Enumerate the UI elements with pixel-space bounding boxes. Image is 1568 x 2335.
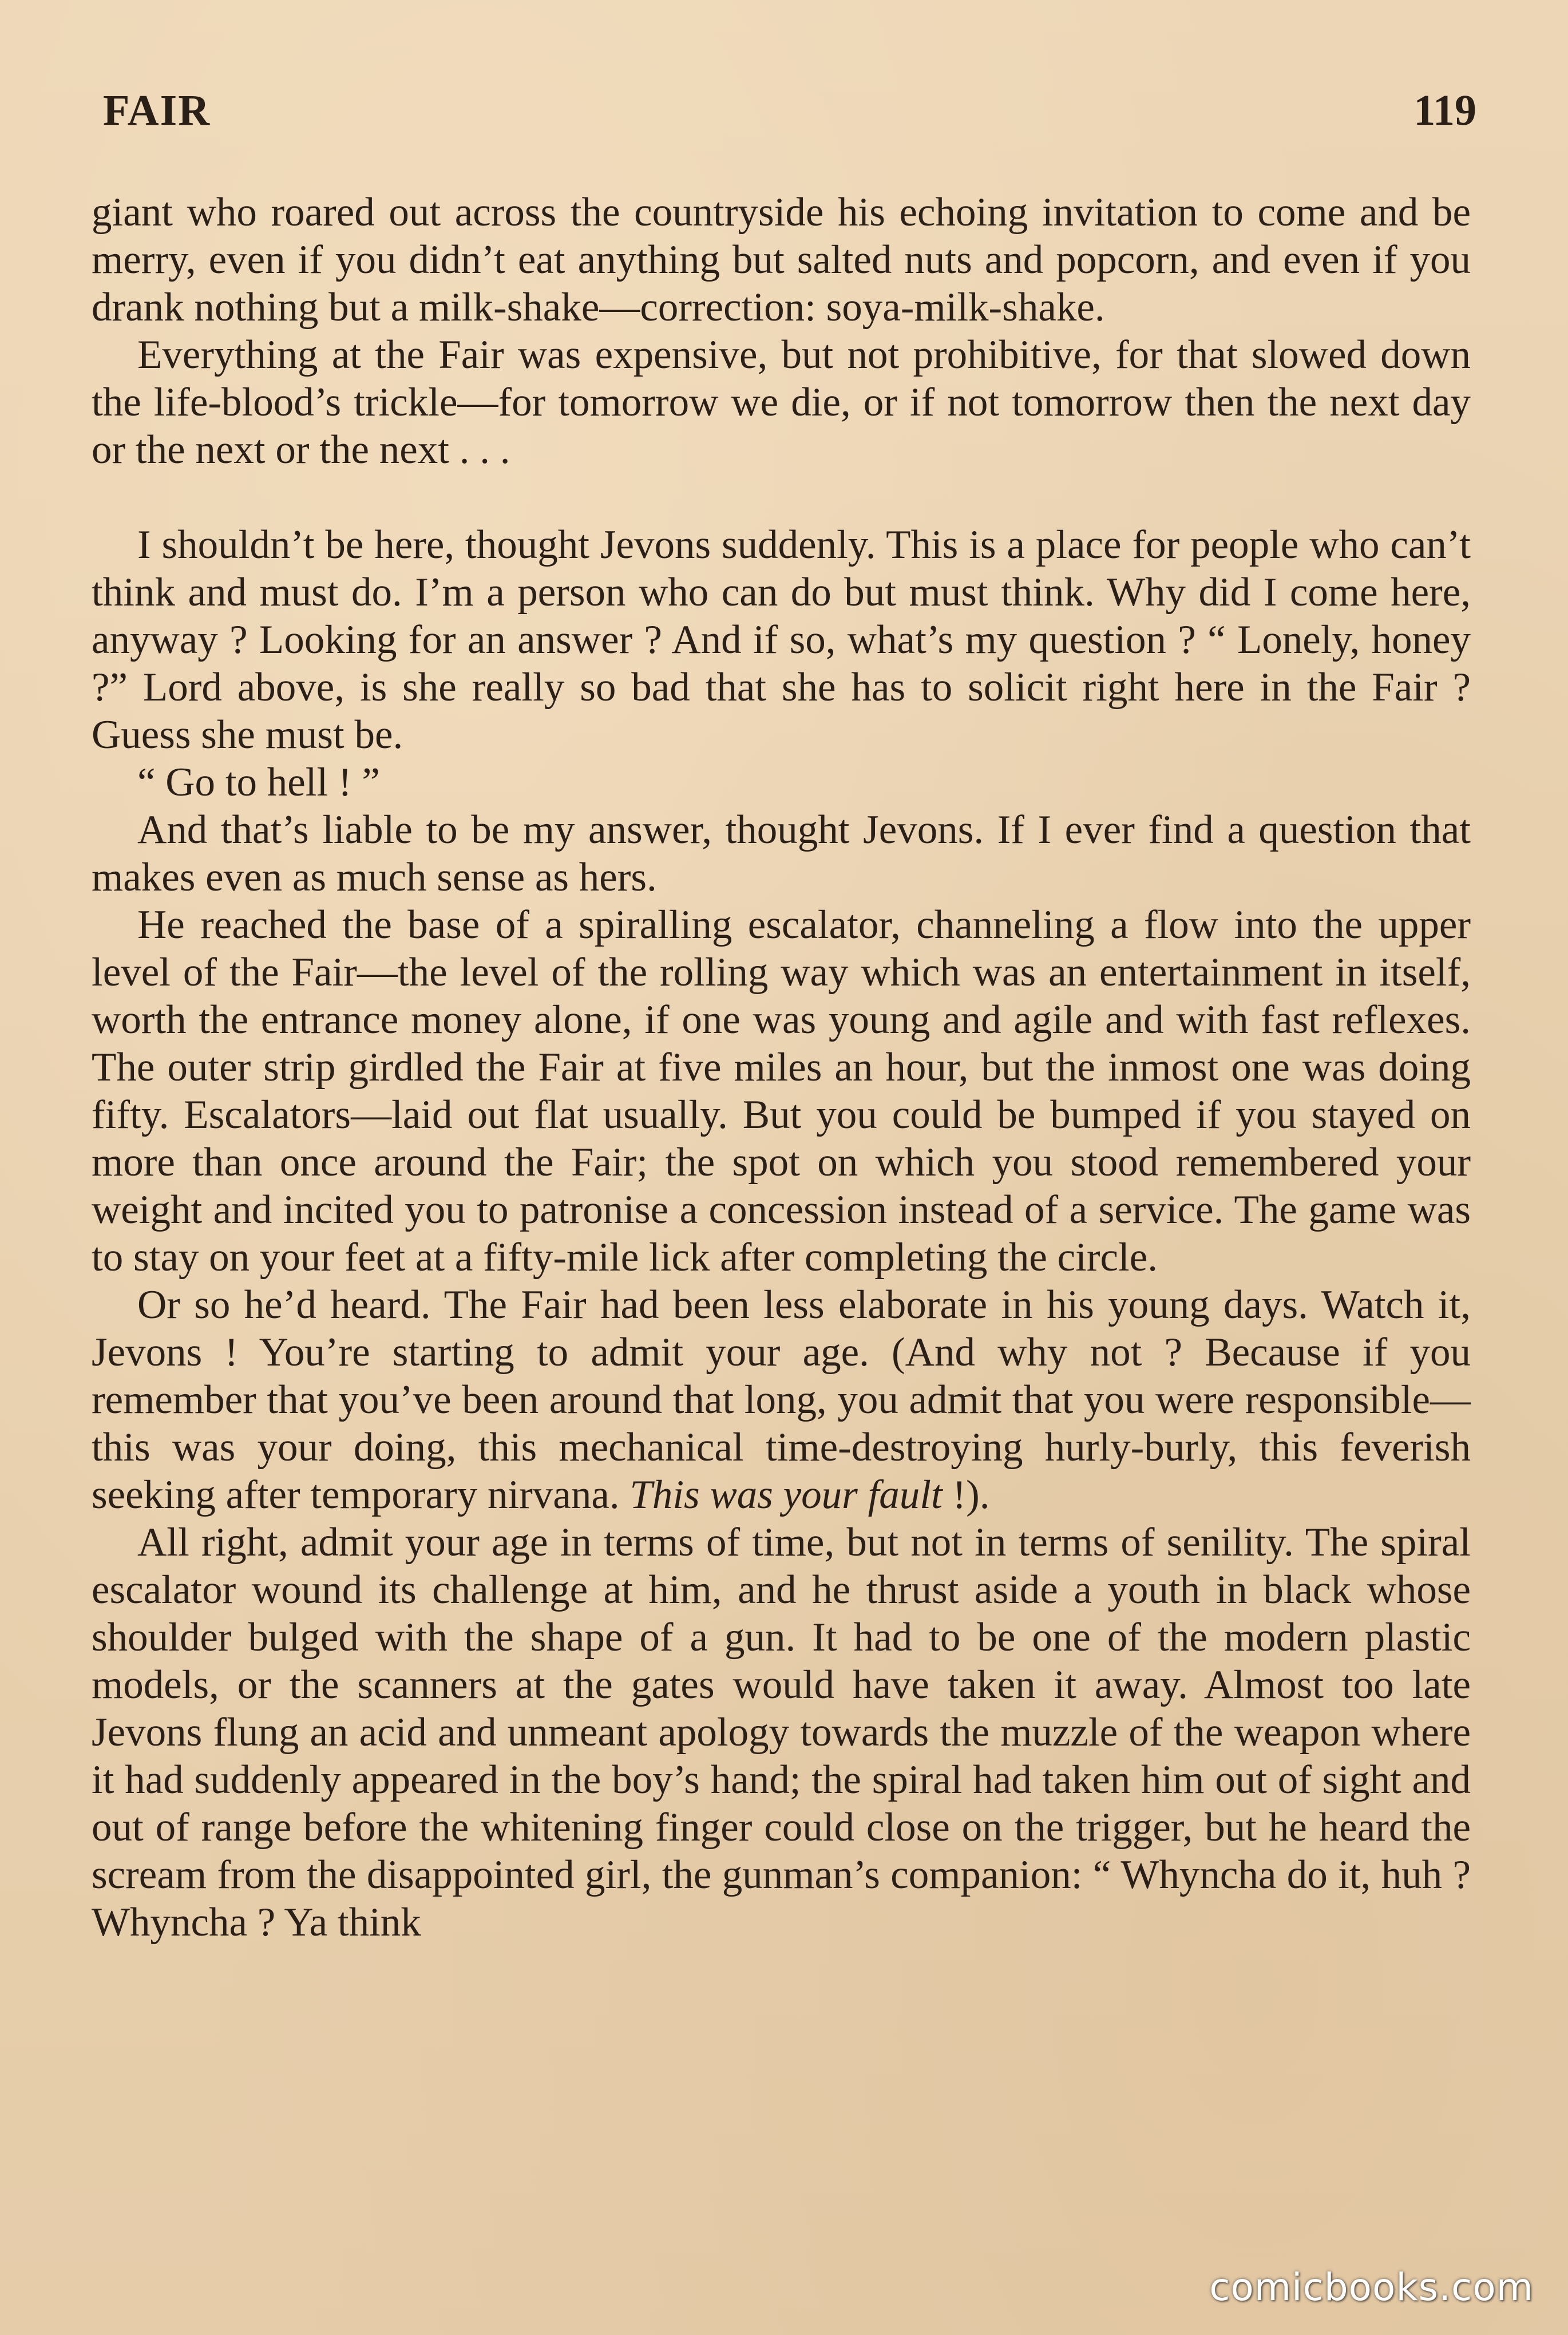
paragraph-continuation: giant who roared out across the countryside his echoing invitation to come and be merry, even if you didn’t eat anything but salted nuts and popcorn, and even if you drank nothing but a milk-shake—correction: soya-milk-shake. — [92, 190, 1471, 330]
watermark-logo: comicbooks.com — [1209, 2265, 1534, 2309]
section-break — [92, 474, 1471, 521]
paragraph: I shouldn’t be here, thought Jevons suddenly. This is a place for people who can’t think and must do. I’m a person who can do but must think. Why did I come here, anyway ? Looking for an answer ? And if so, what’s my question ? “ Lonely, honey ?” Lord above, is she really so bad that she has to solicit right here in the Fair ? Guess she must be. — [92, 523, 1471, 757]
paragraph-tail: !). — [952, 1473, 990, 1517]
paragraph: Everything at the Fair was expensive, but not prohibitive, for that slowed down the life-blood’s trickle—for tomorrow we die, or if not tomorrow then the next day or the next or the next . . . — [92, 333, 1471, 472]
italic-phrase: This was your fault — [629, 1473, 943, 1517]
body-text — [92, 189, 1471, 1946]
paragraph-with-italic — [92, 1281, 1471, 1519]
running-head: FAIR — [103, 86, 211, 134]
paragraph-text: Or so he’d heard. The Fair had been less elaborate in his young days. Watch it, Jevons ! You’re starting to admit your age. (And why not ? Because if you remember that you’ve been around that long, you admit that you were responsible—this was your doing, this mechanical time-destroying hurly-burly, this feverish seeking after temporary nirvana. — [92, 1283, 1471, 1517]
paragraph: He reached the base of a spiralling escalator, channeling a flow into the upper level of the Fair—the level of the rolling way which was an entertainment in itself, worth the entrance money alone, if one was young and agile and with fast reflexes. The outer strip girdled the Fair at five miles an hour, but the inmost one was doing fifty. Escalators—laid out flat usually. But you could be bumped if you stayed on more than once around the Fair; the spot on which you stood remembered your weight and incited you to patronise a concession instead of a service. The game was to stay on your feet at a fifty-mile lick after completing the circle. — [92, 903, 1471, 1280]
page-header — [103, 86, 1476, 143]
paragraph: All right, admit your age in terms of time, but not in terms of senility. The spiral escalator wound its challenge at him, and he thrust aside a youth in black whose shoulder bulged with the shape of a gun. It had to be one of the modern plastic models, or the scanners at the gates would have taken it away. Almost too late Jevons flung an acid and unmeant apology towards the muzzle of the weapon where it had suddenly appeared in the boy’s hand; the spiral had taken him out of sight and out of range before the whitening finger could close on the trigger, but he heard the scream from the disappointed girl, the gunman’s companion: “ Whyncha do it, huh ? Whyncha ? Ya think — [92, 1520, 1471, 1945]
paragraph: And that’s liable to be my answer, thought Jevons. If I ever find a question that makes even as much sense as hers. — [92, 808, 1471, 900]
dialogue-line: “ Go to hell ! ” — [137, 760, 380, 805]
page-number: 119 — [1413, 86, 1476, 134]
